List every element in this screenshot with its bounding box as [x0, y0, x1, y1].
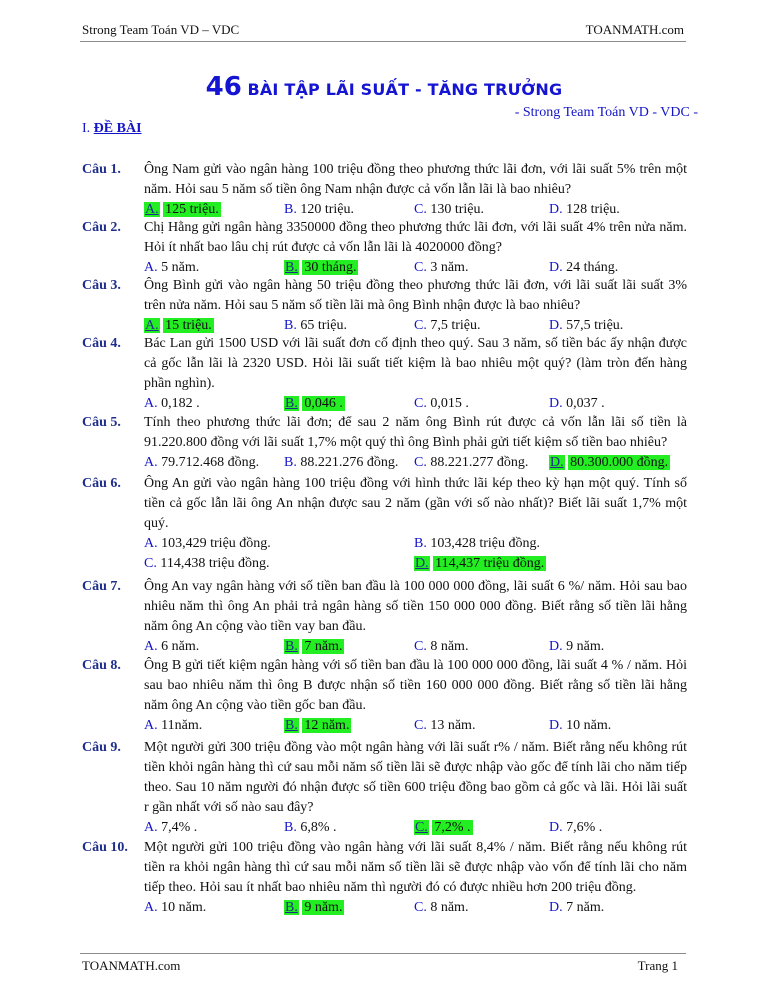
- option-key: C.: [414, 455, 427, 470]
- question-text: Ông Bình gửi vào ngân hàng 50 triệu đồng theo phương thức lãi đơn, với lãi suất lãi suất 3% trên nửa năm. Hỏi sau 5 năm số tiền lãi mà ông Bình nhận được là bao nhiêu?: [144, 278, 687, 313]
- option-value: 6,8% .: [300, 820, 337, 835]
- correct-answer-value: 125 triệu.: [165, 202, 219, 217]
- option-key: C.: [414, 260, 427, 275]
- option-key: A.: [144, 396, 158, 411]
- answer-option-c[interactable]: [414, 898, 468, 918]
- question-label: Câu 10.: [82, 840, 128, 855]
- option-key: A.: [145, 318, 159, 333]
- answer-options-row: [144, 258, 687, 278]
- answer-option-d[interactable]: [549, 200, 620, 220]
- option-value: 0,015 .: [430, 396, 469, 411]
- option-key: B.: [284, 202, 297, 217]
- answer-option-d[interactable]: [549, 453, 670, 473]
- answer-option-d[interactable]: [549, 394, 605, 414]
- option-value: 7,6% .: [566, 820, 603, 835]
- option-value: 0,037 .: [566, 396, 605, 411]
- question-6: [82, 474, 687, 574]
- question-text: Ông An vay ngân hàng với số tiền ban đầu là 100 000 000 đồng, lãi suất 6 %/ năm. Hỏi sau bao nhiêu năm thì ông An phải trả ngân hàng số tiền 150 000 000 đồng. Biết rằng số tiền lãi hằng năm ông An cộng vào tiền vay ban đầu.: [144, 579, 687, 634]
- option-key: B.: [414, 536, 427, 551]
- option-key: B.: [285, 396, 298, 411]
- correct-answer-value: 30 tháng.: [304, 260, 357, 275]
- answer-option-b[interactable]: [284, 898, 344, 918]
- answer-option-b[interactable]: [284, 818, 337, 838]
- answer-option-b[interactable]: [284, 394, 345, 414]
- option-value: 114,438 triệu đồng.: [160, 556, 270, 571]
- option-key: B.: [285, 718, 298, 733]
- option-key: D.: [549, 396, 563, 411]
- question-3: [82, 276, 687, 336]
- answer-option-c[interactable]: [414, 258, 468, 278]
- option-key: B.: [284, 318, 297, 333]
- question-text: Bác Lan gửi 1500 USD với lãi suất đơn cố định theo quý. Sau 3 năm, số tiền bác ấy nhận được cả gốc lẫn lãi là 2320 USD. Hỏi lãi suất tiết kiệm là bao nhiêu một quý? (làm tròn đến hàng phần nghìn).: [144, 336, 687, 391]
- option-key: C.: [414, 318, 427, 333]
- option-key: C.: [414, 639, 427, 654]
- option-key: A.: [144, 536, 158, 551]
- option-key: B.: [284, 455, 297, 470]
- correct-answer-value: 15 triệu.: [165, 318, 212, 333]
- answer-option-b[interactable]: [414, 534, 540, 554]
- option-key: D.: [549, 639, 563, 654]
- question-5: [82, 413, 687, 473]
- option-value: 120 triệu.: [300, 202, 354, 217]
- question-text: Ông B gửi tiết kiệm ngân hàng với số tiền ban đầu là 100 000 000 đồng, lãi suất 4 % / năm. Hỏi sau bao nhiêu năm thì ông B được nhận số tiền 160 000 000 đồng. Biết rằng số tiền lãi hằng năm ông An cộng vào tiền gốc ban đầu.: [144, 658, 687, 713]
- question-text: Tính theo phương thức lãi đơn; để sau 2 năm ông Bình rút được cả vốn lẫn lãi số tiền là 91.220.800 đồng với lãi suất 1,7% một quý thì ông Bình phải gửi tiết kiệm số tiền bao nhiêu?: [144, 415, 687, 450]
- answer-option-a[interactable]: [144, 200, 221, 220]
- answer-option-a[interactable]: [144, 453, 259, 473]
- option-value: 103,429 triệu đồng.: [161, 536, 271, 551]
- option-value: 79.712.468 đồng.: [161, 455, 260, 470]
- question-2: [82, 218, 687, 278]
- question-text: Một người gửi 300 triệu đồng vào một ngân hàng với lãi suất r% / năm. Biết rằng nếu không rút tiền khỏi ngân hàng thì cứ sau mỗi năm số tiền lãi sẽ được nhập vào gốc để tính lãi cho năm tiếp theo. Sau 10 năm người đó nhận được số tiền 600 triệu đồng bao gồm cả gốc và lãi. Hỏi lãi suất r gần nhất với số nào sau đây?: [144, 740, 687, 815]
- question-label: Câu 5.: [82, 415, 121, 430]
- answer-option-c[interactable]: [414, 316, 481, 336]
- answer-option-c[interactable]: [414, 200, 484, 220]
- question-7: [82, 577, 687, 657]
- answer-options-row: [144, 898, 687, 918]
- option-key: C.: [144, 556, 157, 571]
- answer-option-d[interactable]: [549, 716, 611, 736]
- header-right-text: TOANMATH.com: [585, 22, 684, 37]
- option-key: D.: [549, 900, 563, 915]
- option-key: B.: [285, 900, 298, 915]
- answer-option-c[interactable]: [414, 818, 473, 838]
- answer-option-b[interactable]: [284, 200, 354, 220]
- document-title: [0, 72, 768, 102]
- correct-answer-value: 0,046 .: [304, 396, 343, 411]
- option-key: D.: [550, 455, 564, 470]
- question-1: [82, 160, 687, 220]
- question-label: Câu 1.: [82, 162, 121, 177]
- answer-option-c[interactable]: [414, 716, 475, 736]
- option-key: A.: [144, 718, 158, 733]
- answer-option-a[interactable]: [144, 394, 200, 414]
- option-key: B.: [285, 260, 298, 275]
- answer-options-row: [144, 637, 687, 657]
- question-label: Câu 6.: [82, 476, 121, 491]
- option-value: 7,4% .: [161, 820, 198, 835]
- option-value: 8 năm.: [430, 639, 469, 654]
- question-4: [82, 334, 687, 414]
- answer-option-a[interactable]: [144, 716, 202, 736]
- answer-option-c[interactable]: [414, 394, 469, 414]
- option-value: 65 triệu.: [300, 318, 347, 333]
- option-key: A.: [145, 202, 159, 217]
- option-value: 57,5 triệu.: [566, 318, 624, 333]
- section-prefix: I.: [82, 121, 94, 136]
- option-value: 6 năm.: [161, 639, 200, 654]
- answer-options-row: [144, 453, 687, 473]
- option-value: 88.221.276 đồng.: [300, 455, 399, 470]
- answer-option-d[interactable]: [549, 898, 604, 918]
- answer-option-a[interactable]: [144, 898, 206, 918]
- answer-option-d[interactable]: [549, 818, 602, 838]
- option-key: D.: [415, 556, 429, 571]
- answer-option-d[interactable]: [414, 554, 546, 574]
- answer-option-a[interactable]: [144, 534, 271, 554]
- option-value: 128 triệu.: [566, 202, 620, 217]
- footer-left-text: TOANMATH.com: [82, 958, 181, 973]
- answer-options-row: [144, 716, 687, 736]
- question-label: Câu 2.: [82, 220, 121, 235]
- answer-option-b[interactable]: [284, 316, 347, 336]
- correct-answer-value: 7,2% .: [434, 820, 471, 835]
- answer-option-d[interactable]: [549, 258, 618, 278]
- section-heading: [82, 121, 142, 137]
- answer-option-a[interactable]: [144, 637, 199, 657]
- answer-options-row: [144, 554, 687, 574]
- option-key: A.: [144, 820, 158, 835]
- correct-answer-value: 80.300.000 đồng.: [570, 455, 669, 470]
- answer-option-b[interactable]: [284, 258, 358, 278]
- answer-options-row: [144, 818, 687, 838]
- option-value: 10 năm.: [161, 900, 207, 915]
- option-value: 7 năm.: [566, 900, 605, 915]
- option-key: D.: [549, 820, 563, 835]
- option-key: C.: [414, 202, 427, 217]
- answer-option-c[interactable]: [414, 637, 468, 657]
- question-text: Một người gửi 100 triệu đồng vào ngân hàng với lãi suất 8,4% / năm. Biết rằng nếu không rút tiền ra khỏi ngân hàng thì cứ sau mỗi năm số tiền lãi sẽ được nhập vào vốn để tính lãi cho năm tiếp theo. Hỏi sau ít nhất bao nhiêu năm thì người đó có được nhiều hơn 200 triệu đồng.: [144, 840, 687, 895]
- correct-answer-value: 114,437 triệu đồng.: [435, 556, 545, 571]
- question-label: Câu 4.: [82, 336, 121, 351]
- answer-option-a[interactable]: [144, 316, 214, 336]
- option-key: D.: [549, 718, 563, 733]
- header-left-text: Strong Team Toán VD – VDC: [82, 22, 240, 37]
- answer-option-d[interactable]: [549, 637, 604, 657]
- answer-option-b[interactable]: [284, 453, 398, 473]
- question-text: Chị Hằng gửi ngân hàng 3350000 đồng theo phương thức lãi đơn, với lãi suất 4% trên nửa năm. Hỏi ít nhất bao lâu chị rút được cả vốn lẫn lãi là 4020000 đồng?: [144, 220, 687, 255]
- option-key: D.: [549, 318, 563, 333]
- page-number: Trang 1: [637, 958, 678, 973]
- option-value: 8 năm.: [430, 900, 469, 915]
- option-value: 11năm.: [161, 718, 203, 733]
- author-subtitle: - Strong Team Toán VD - VDC -: [514, 105, 698, 120]
- option-key: C.: [414, 718, 427, 733]
- answer-option-a[interactable]: [144, 258, 199, 278]
- title-text: BÀI TẬP LÃI SUẤT - TĂNG TRƯỞNG: [247, 80, 563, 99]
- option-key: C.: [415, 820, 428, 835]
- question-10: [82, 838, 687, 918]
- question-text: Ông Nam gửi vào ngân hàng 100 triệu đồng theo phương thức lãi đơn, với lãi suất 5% trên một năm. Hỏi sau 5 năm số tiền ông Nam nhận được cả vốn lẫn lãi là bao nhiêu?: [144, 162, 687, 197]
- option-value: 10 năm.: [566, 718, 612, 733]
- option-key: A.: [144, 900, 158, 915]
- question-text: Ông An gửi vào ngân hàng 100 triệu đồng với hình thức lãi kép theo kỳ hạn một quý. Tính số tiền cả gốc lẫn lãi ông An nhận được sau 2 năm (gần với số nào nhất)? Biết lãi suất 1,7% một quý.: [144, 476, 687, 531]
- page-header: [80, 22, 686, 42]
- question-label: Câu 7.: [82, 579, 121, 594]
- option-key: A.: [144, 260, 158, 275]
- option-value: 130 triệu.: [430, 202, 484, 217]
- option-key: D.: [549, 202, 563, 217]
- option-key: C.: [414, 900, 427, 915]
- section-label: ĐỀ BÀI: [93, 121, 142, 136]
- option-value: 24 tháng.: [566, 260, 619, 275]
- answer-option-b[interactable]: [284, 716, 351, 736]
- option-key: B.: [285, 639, 298, 654]
- option-value: 3 năm.: [430, 260, 469, 275]
- option-value: 103,428 triệu đồng.: [430, 536, 540, 551]
- option-value: 7,5 triệu.: [430, 318, 481, 333]
- option-value: 5 năm.: [161, 260, 200, 275]
- answer-option-c[interactable]: [144, 554, 269, 574]
- option-value: 0,182 .: [161, 396, 200, 411]
- option-key: B.: [284, 820, 297, 835]
- option-key: A.: [144, 639, 158, 654]
- question-label: Câu 8.: [82, 658, 121, 673]
- answer-option-a[interactable]: [144, 818, 197, 838]
- answer-options-row: [144, 316, 687, 336]
- question-8: [82, 656, 687, 736]
- answer-option-b[interactable]: [284, 637, 344, 657]
- option-key: C.: [414, 396, 427, 411]
- correct-answer-value: 7 năm.: [304, 639, 343, 654]
- question-label: Câu 9.: [82, 740, 121, 755]
- correct-answer-value: 12 năm.: [304, 718, 350, 733]
- option-key: A.: [144, 455, 158, 470]
- title-number: 46: [205, 72, 242, 102]
- answer-option-d[interactable]: [549, 316, 623, 336]
- option-value: 9 năm.: [566, 639, 605, 654]
- answer-options-row: [144, 534, 687, 554]
- option-value: 13 năm.: [430, 718, 476, 733]
- answer-option-c[interactable]: [414, 453, 528, 473]
- question-label: Câu 3.: [82, 278, 121, 293]
- question-9: [82, 738, 687, 838]
- option-value: 88.221.277 đồng.: [430, 455, 529, 470]
- answer-options-row: [144, 200, 687, 220]
- answer-options-row: [144, 394, 687, 414]
- correct-answer-value: 9 năm.: [304, 900, 343, 915]
- page-footer: [80, 953, 686, 973]
- option-key: D.: [549, 260, 563, 275]
